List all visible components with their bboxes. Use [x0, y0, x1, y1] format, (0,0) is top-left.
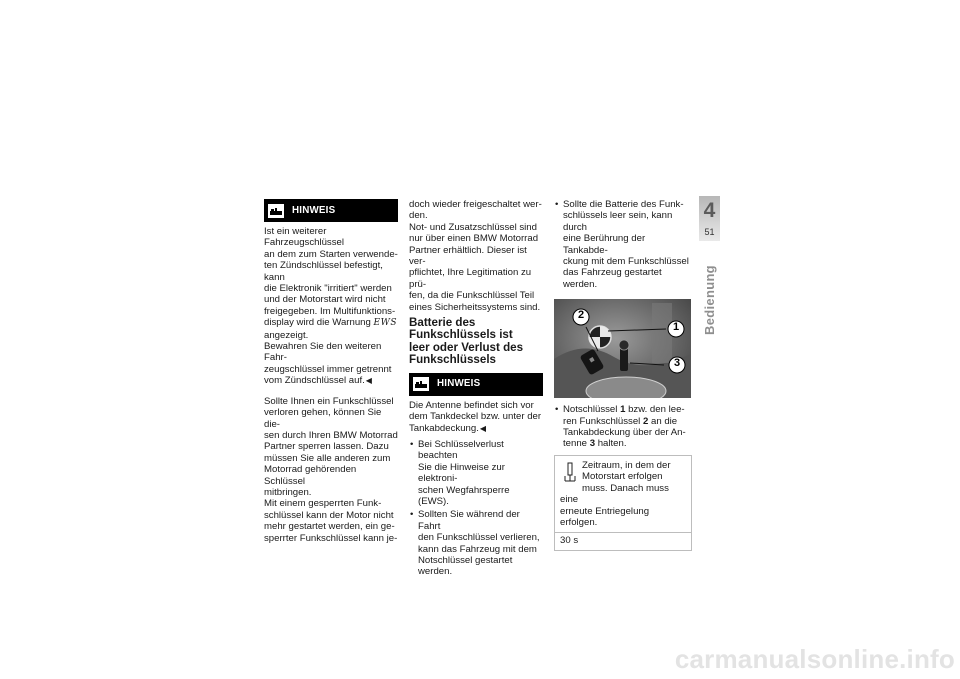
page-number: 51 [704, 227, 715, 237]
list-item: • Sollten Sie während der Fahrt den Funkschlüssel verlieren, kann das Fahrzeug mit dem Notschlüssel gestartet werden. [409, 509, 543, 577]
list-item: • Bei Schlüsselverlust beachten Sie die Hinweise zur elektroni- schen Wegfahrsperre (EWS). [409, 439, 543, 507]
callout-2: 2 [577, 309, 585, 322]
key-loss-paragraph: Sollte Ihnen ein Funkschlüssel verloren gehen, können Sie die- sen durch Ihren BMW Motorrad Partner sperren lassen. Dazu müssen Sie alle anderen zum Motorrad gehörenden Schlüssel mitbringen. Mit einem gesperrten Funk- schlüssel kann der Motor nicht mehr gestartet werden, ein ge- sperrter Funkschlüssel kann je- [264, 395, 398, 544]
column-3 [554, 199, 692, 551]
hinweis-label: HINWEIS [292, 204, 336, 216]
ews-warning-code: EWS [373, 318, 397, 329]
note1-text: Ist ein weiterer Fahrzeugschlüssel an dem zum Starten verwende- ten Zündschlüssel befestigt, kann die Elektronik "irritiert" werden und der Motorstart wird nicht freigegeben. Im Multifunktions- display wird die Warnung EWS angezeigt. Bewahren Sie den weiteren Fahr- zeugschlüssel immer getrennt vom Zündschlüssel auf.◀ [264, 226, 398, 387]
infobox-value: 30 s [555, 532, 691, 549]
bullet-list [409, 439, 543, 578]
column-1 [264, 199, 398, 544]
continued-paragraph: doch wieder freigeschaltet wer- den. Not- und Zusatzschlüssel sind nur über einen BMW Motorrad Partner erhältlich. Dieser ist ver- pflichtet, Ihre Legitimation zu prü- fen, da die Funkschlüssel Teil eines Sicherheitssystems sind. [409, 199, 542, 313]
hinweis-banner-2 [409, 373, 543, 396]
callout-3: 3 [673, 357, 681, 370]
list-item: • Sollte die Batterie des Funk- schlüssels leer sein, kann durch eine Berührung der Tankabde- ckung mit dem Funkschlüssel das Fahrzeug gestartet werden. [554, 199, 692, 290]
chapter-number: 4 [703, 199, 716, 222]
hinweis-hand-icon [268, 204, 284, 218]
antenna-photo [554, 299, 691, 398]
hinweis-hand-icon [413, 377, 429, 391]
section-heading: Batterie des Funkschlüssels ist leer oder Verlust des Funkschlüssels [409, 316, 524, 367]
time-infobox [554, 455, 692, 551]
end-mark-icon: ◀ [365, 376, 372, 386]
bullet-list [554, 404, 692, 450]
note2-text: Die Antenne befindet sich vor dem Tankdeckel bzw. unter der Tankabdeckung.◀ [409, 399, 542, 434]
hinweis-label: HINWEIS [437, 378, 481, 390]
list-item: • Notschlüssel 1 bzw. den lee- ren Funkschlüssel 2 an die Tankabdeckung über der An- tenne 3 halten. [554, 404, 692, 450]
bullet-list [554, 199, 692, 290]
watermark: carmanualsonline.info [674, 644, 955, 674]
hinweis-banner [264, 199, 398, 222]
infobox-description: Zeitraum, in dem der Motorstart erfolgen muss. Danach muss eine erneute Entriegelung erfolgen. [560, 459, 671, 528]
end-mark-icon: ◀ [479, 423, 487, 433]
column-2 [409, 199, 543, 580]
key-timer-icon [564, 462, 576, 484]
callout-1: 1 [672, 321, 680, 334]
